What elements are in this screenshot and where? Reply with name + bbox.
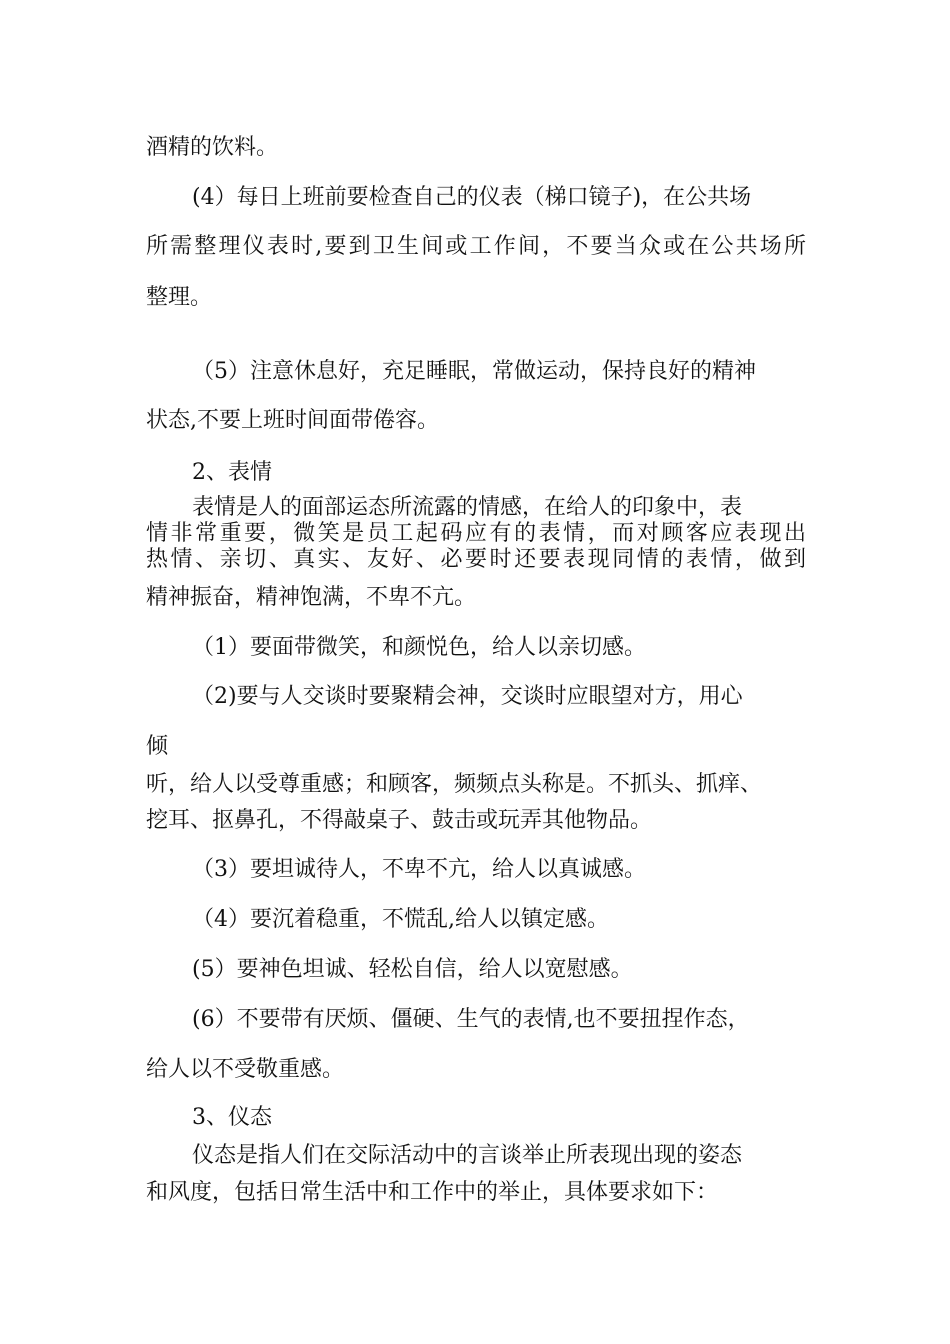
text-line: 状态,不要上班时间面带倦容。 (146, 408, 439, 433)
section-heading: 3、仪态 (192, 1105, 272, 1130)
text-line: 情非常重要，微笑是员工起码应有的表情，而对顾客应表现出 (146, 521, 806, 546)
text-line: 精神振奋，精神饱满，不卑不亢。 (146, 585, 477, 610)
text-line: （4）要沉着稳重，不慌乱,给人以镇定感。 (192, 907, 609, 932)
text-line: 仪态是指人们在交际活动中的言谈举止所表现出现的姿态 (192, 1143, 743, 1168)
text-line: 酒精的饮料。 (146, 135, 279, 160)
section-heading: 2、表情 (192, 460, 272, 485)
text-line: 表情是人的面部运态所流露的情感，在给人的印象中，表 (192, 495, 743, 520)
text-line: 听，给人以受尊重感；和顾客，频频点头称是。不抓头、抓痒、 (146, 772, 763, 797)
text-line: （3）要坦诚待人，不卑不亢，给人以真诚感。 (192, 857, 646, 882)
text-line: 挖耳、抠鼻孔，不得敲桌子、鼓击或玩弄其他物品。 (146, 808, 653, 833)
text-line: (5）要神色坦诚、轻松自信，给人以宽慰感。 (192, 957, 633, 982)
text-line: 热情、亲切、真实、友好、必要时还要表现同情的表情，做到 (146, 547, 806, 572)
text-line: (4）每日上班前要检查自己的仪表（梯口镜子)，在公共场 (192, 185, 752, 210)
text-line: 和风度，包括日常生活中和工作中的举止，具体要求如下： (146, 1180, 719, 1205)
text-line: （5）注意休息好，充足睡眠，常做运动，保持良好的精神 (192, 359, 756, 384)
text-line: （2)要与人交谈时要聚精会神，交谈时应眼望对方，用心 (192, 684, 743, 709)
text-line: 整理。 (146, 285, 213, 310)
text-line: (6）不要带有厌烦、僵硬、生气的表情,也不要扭捏作态， (192, 1007, 750, 1032)
text-line: （1）要面带微笑，和颜悦色，给人以亲切感。 (192, 635, 646, 660)
text-line: 给人以不受敬重感。 (146, 1057, 345, 1082)
text-line: 所需整理仪表时,要到卫生间或工作间，不要当众或在公共场所 (146, 234, 806, 259)
text-line: 倾 (146, 734, 169, 759)
